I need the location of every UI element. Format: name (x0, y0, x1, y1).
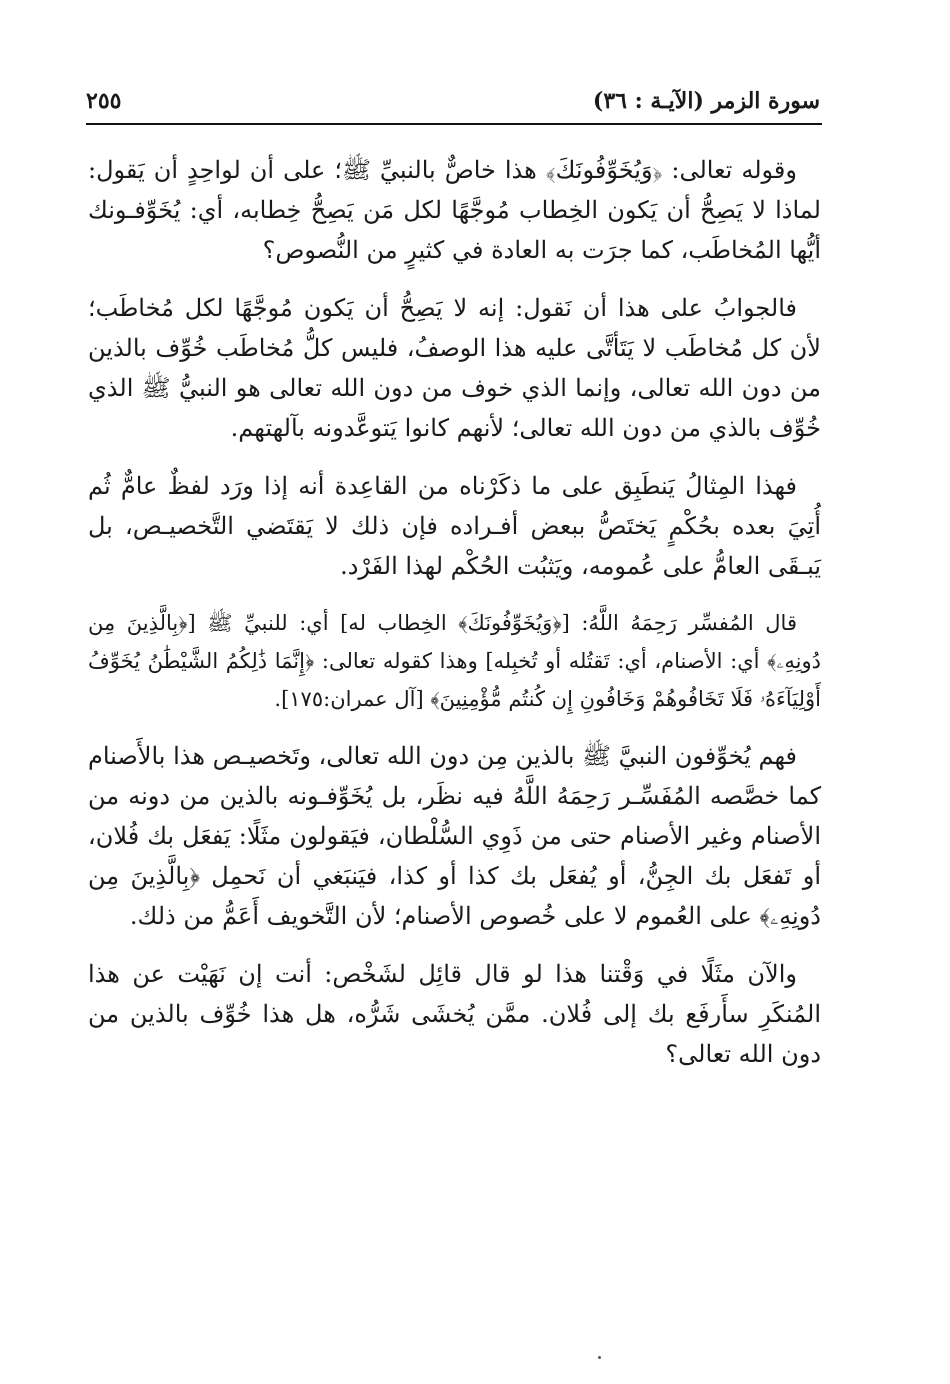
paragraph-5: فهم يُخوِّفون النبيَّ ﷺ بالذين مِن دون الله تعالى، وتَخصيـص هذا بالأَصنام كما خصَّصه المُفَسِّـر رَحِمَهُ اللَّهُ فيه نظَر، بل يُخَوِّفـونه بالذين من دونه من الأصنام وغير الأصنام حتى من ذَوِي السُّلْطان، فيَقولون مثَلًا: يَفعَل بك فُلان، أو تَفعَل بك الجِنُّ، أو يُفعَل بك كذا أو كذا، فيَنبَغي أن نَحمِل ﴿بِالَّذِينَ مِن دُونِهِۦ﴾ على العُموم لا على خُصوص الأصنام؛ لأن التَّخويف أَعَمُّ من ذلك. (88, 742, 821, 930)
page-body (88, 150, 821, 1092)
header-divider (86, 123, 822, 125)
page-header (86, 84, 820, 124)
paragraph-1: وقوله تعالى: ﴿وَيُخَوِّفُونَكَ﴾ هذا خاصٌّ بالنبيِّ ﷺ؛ على أن لواحِدٍ أن يَقول: لماذا لا يَصِحُّ أن يَكون الخِطاب مُوجَّهًا لكل مَن يَصِحُّ خِطابه، أي: يُخَوِّفـونك أيُّها المُخاطَب، كما جرَت به العادة في كثيرٍ من النُّصوص؟ (88, 156, 821, 264)
page-number: ٢٥٥ (86, 88, 122, 114)
paragraph-3: فهذا المِثالُ يَنطَبِق على ما ذكَرْناه من القاعِدة أنه إذا ورَد لفظٌ عامٌّ ثُم أُتِيَ بعده بحُكْمٍ يَختَصُّ ببعض أفـراده فإن ذلك لا يَقتَضي التَّخصيـص، بل يَبـقَى العامُّ على عُمومه، ويَثبُت الحُكْم لهذا الفَرْد. (88, 472, 821, 580)
paragraph-2: فالجوابُ على هذا أن نَقول: إنه لا يَصِحُّ أن يَكون مُوجَّهًا لكل مُخاطَب؛ لأن كل مُخاطَب لا يَتَأتَّى عليه هذا الوصفُ، فليس كلُّ مُخاطَب خُوِّف بالذين من دون الله تعالى، وإنما الذي خوف من دون الله تعالى هو النبيُّ ﷺ الذي خُوِّف بالذي من دون الله تعالى؛ لأنهم كانوا يَتوعَّدونه بآلهتهم. (88, 294, 821, 442)
scan-speck (598, 1356, 601, 1359)
paragraph-6: والآن مثَلًا في وَقْتنا هذا لو قال قائِل لشَخْص: أنت إن نَهَيْت عن هذا المُنكَرِ سأَرفَع بك إلى فُلان. ممَّن يُخشَى شَرُّه، هل هذا خُوِّف بالذين من دون الله تعالى؟ (88, 960, 821, 1068)
running-title: سورة الزمر (الآيـة : ٣٦) (592, 88, 820, 114)
paragraph-4-tafsir-quote: قال المُفسِّر رَحِمَهُ اللَّهُ: [﴿وَيُخَوِّفُونَكَ﴾ الخِطاب له] أي: للنبيِّ ﷺ [﴿بِالَّذِينَ مِن دُونِهِۦ﴾ أي: الأصنام، أي: تَقتُله أو تُخبِله] وهذا كقوله تعالى: ﴿إِنَّمَا ذَٰلِكُمُ الشَّيْطَٰنُ يُخَوِّفُ أَوْلِيَآءَهُۥ فَلَا تَخَافُوهُمْ وَخَافُونِ إِن كُنتُم مُّؤْمِنِينَ﴾ [آل عمران:١٧٥]. (88, 611, 821, 711)
